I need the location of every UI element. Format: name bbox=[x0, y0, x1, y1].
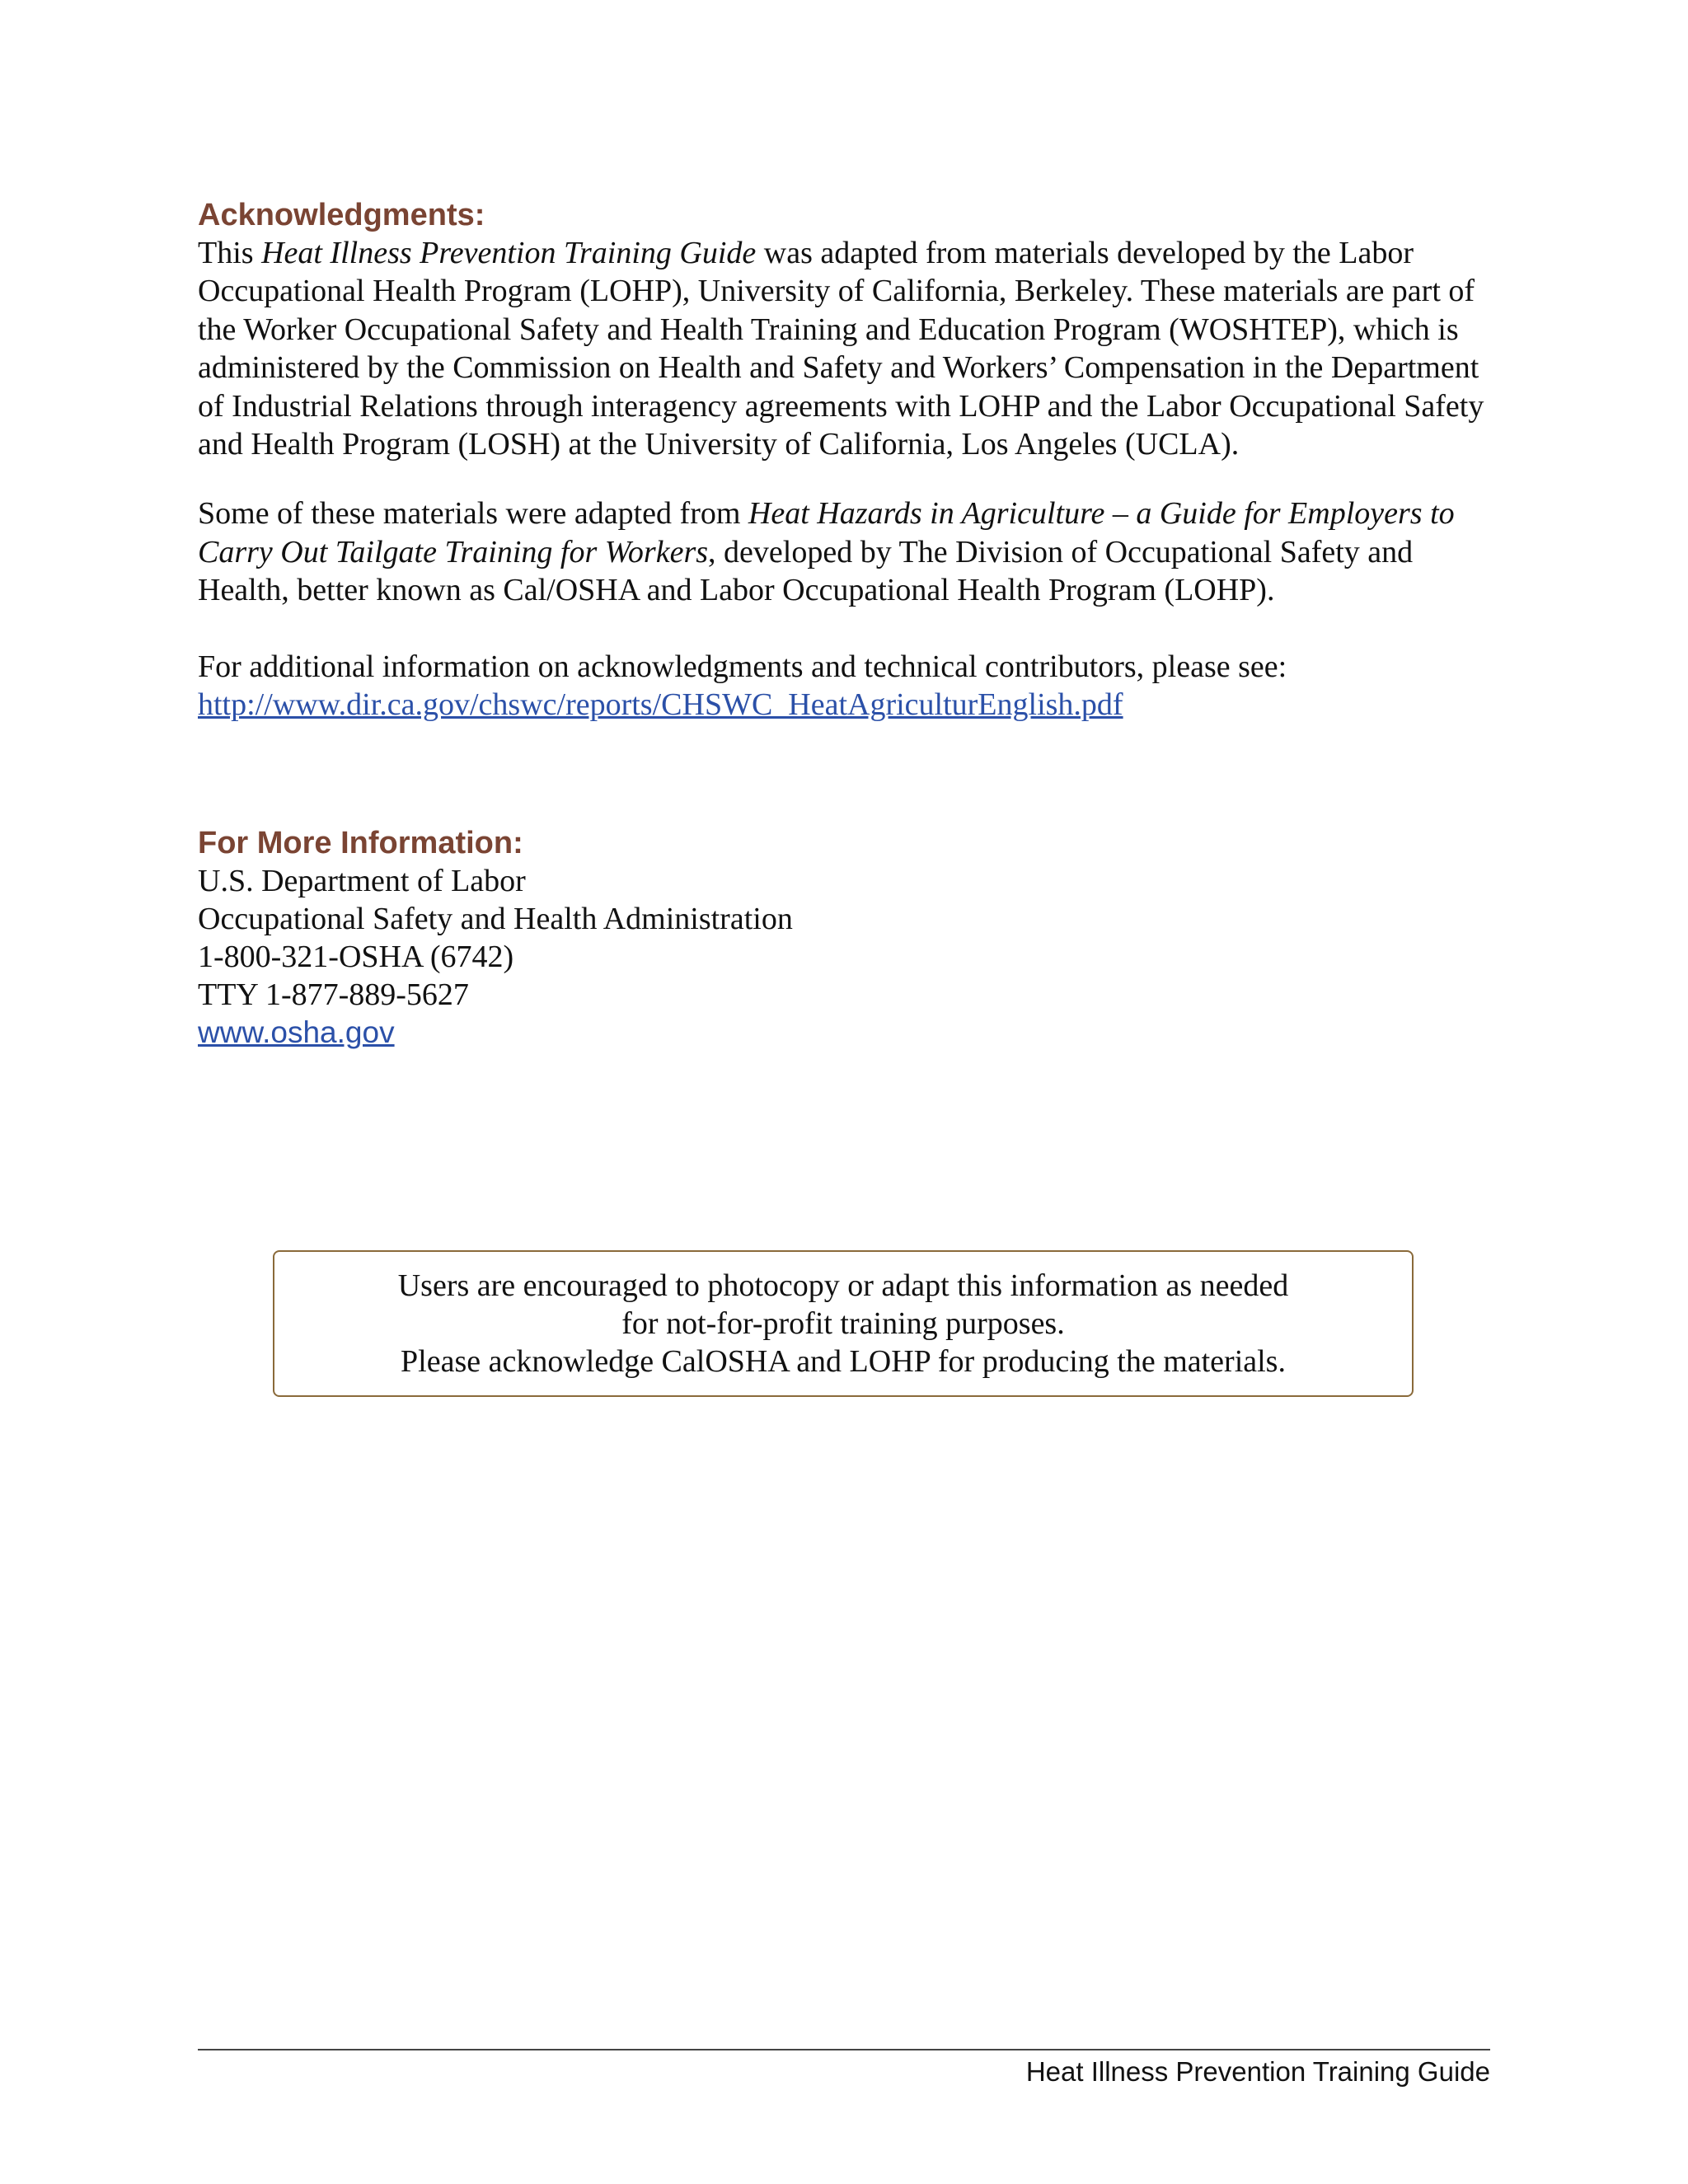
spacer bbox=[198, 610, 1500, 648]
ack-p1-title: Heat Illness Prevention Training Guide bbox=[261, 236, 757, 270]
acknowledgments-heading: Acknowledgments: bbox=[198, 198, 485, 232]
acknowledgments-paragraph-3 bbox=[198, 648, 1500, 724]
notice-line-1: Users are encouraged to photocopy or adapt this information as needed bbox=[397, 1268, 1289, 1303]
usage-notice-box bbox=[273, 1250, 1414, 1397]
contact-tty: TTY 1-877-889-5627 bbox=[198, 977, 469, 1013]
contact-phone: 1-800-321-OSHA (6742) bbox=[198, 940, 514, 975]
ack-p2-prefix: Some of these materials were adapted from bbox=[198, 496, 748, 532]
report-pdf-link[interactable]: http://www.dir.ca.gov/chswc/reports/CHSWC_HeatAgriculturEnglish.pdf bbox=[198, 687, 1123, 723]
ack-p2-body: , developed by The Division of Occupational Safety and Health, better known as Cal/OSHA and Labor Occupational Health Program (LOHP). bbox=[198, 534, 1414, 608]
ack-p1-body: was adapted from materials developed by the Labor Occupational Health Program (LOHP), University of California, Berkeley. These materials are part of the Worker Occupational Safety and Health Training and Education Program (WOSHTEP), which is administered by the Commission on Health and Safety and Workers’ Compensation in the Department of Industrial Relations through interagency agreements with LOHP and the Labor Occupational Safety and Health Program (LOSH) at the University of California, Los Angeles (UCLA). bbox=[198, 236, 1484, 462]
notice-line-3: Please acknowledge CalOSHA and LOHP for producing the materials. bbox=[401, 1344, 1286, 1379]
ack-p2-title: Heat Hazards in Agriculture – a Guide for Employers to Carry Out Tailgate Training for Workers bbox=[198, 496, 1455, 569]
spacer bbox=[198, 463, 1500, 494]
notice-line-2: for not-for-profit training purposes. bbox=[621, 1306, 1065, 1341]
footer-divider bbox=[198, 2049, 1490, 2050]
acknowledgments-paragraph-1 bbox=[198, 234, 1500, 463]
main-content bbox=[198, 196, 1500, 1052]
ack-p3-text: For additional information on acknowledgments and technical contributors, please see: bbox=[198, 649, 1287, 684]
contact-agency: Occupational Safety and Health Administration bbox=[198, 902, 793, 937]
contact-department: U.S. Department of Labor bbox=[198, 864, 526, 899]
more-info-heading: For More Information: bbox=[198, 826, 523, 861]
spacer bbox=[198, 724, 1500, 824]
acknowledgments-paragraph-2 bbox=[198, 494, 1500, 609]
footer-document-title: Heat Illness Prevention Training Guide bbox=[1025, 2056, 1490, 2087]
ack-p1-prefix: This bbox=[198, 236, 262, 270]
osha-website-link[interactable]: www.osha.gov bbox=[198, 1015, 395, 1050]
